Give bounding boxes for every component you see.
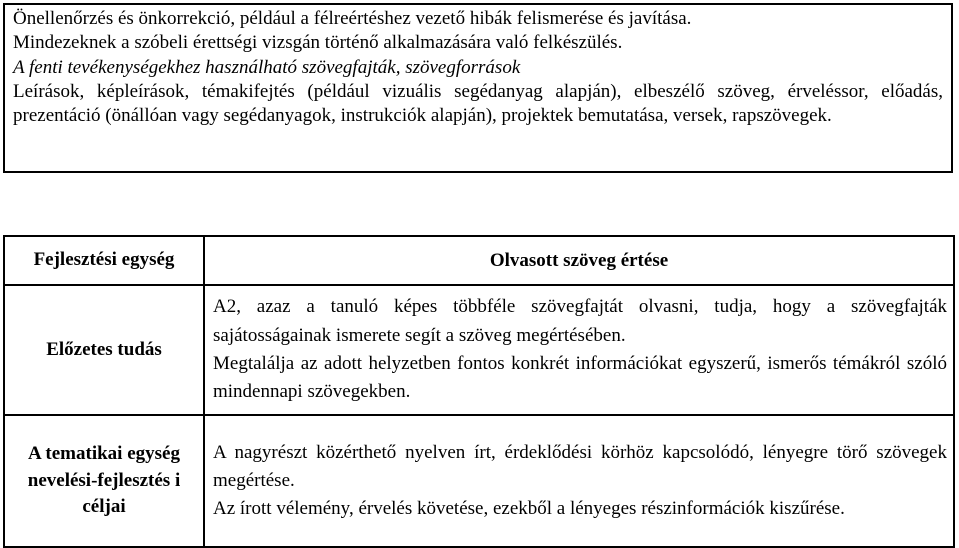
curriculum-text-box (3, 3, 953, 173)
goals-cell (4, 415, 204, 547)
text-types-paragraph: Leírások, képleírások, témakifejtés (például vizuális segédanyag alapján), elbeszélő szöveg, érveléssor, előadás, prezentáció (önállóan vagy segédanyagok, instrukciók alapján), projektek bemutatása, versek, rapszövegek. (13, 80, 943, 127)
prior-knowledge-p2: Megtalálja az adott helyzetben fontos konkrét információkat egyszerű, ismerős témákról szóló mindennapi szövegekben. (213, 353, 947, 403)
activity-line-2: Mindezeknek a szóbeli érettségi vizsgán történő alkalmazására való felkészülés. (13, 32, 623, 54)
development-unit-table (3, 235, 955, 548)
prior-knowledge-label: Előzetes tudás (46, 338, 162, 360)
table-row (4, 285, 954, 415)
prior-knowledge-cell (4, 285, 204, 415)
unit-title: Olvasott szöveg értése (489, 249, 669, 271)
prior-knowledge-p1: A2, azaz a tanuló képes többféle szövegfajtát olvasni, tudja, hogy a szövegfajták sajátosságainak ismerete segít a szöveg megértésében. (213, 296, 947, 346)
table-header-row (4, 236, 954, 285)
prior-knowledge-content (204, 285, 954, 415)
goals-content (204, 415, 954, 547)
header-left-cell (4, 236, 204, 285)
header-right-cell (204, 236, 954, 285)
goals-p1: A nagyrészt közérthető nyelven írt, érdeklődési körhöz kapcsolódó, lényegre törő szövegek megértése. (213, 441, 947, 491)
goals-label: A tematikai egység nevelési-fejlesztés i céljai (27, 443, 181, 518)
goals-p2: Az írott vélemény, érvelés követése, ezekből a lényeges részinformációk kiszűrése. (213, 498, 845, 520)
activity-line-1: Önellenőrzés és önkorrekció, például a félreértéshez vezető hibák felismerése és javítása. (13, 8, 692, 29)
text-types-heading: A fenti tevékenységekhez használható szövegfajták, szövegforrások (13, 56, 521, 78)
table-row (4, 415, 954, 547)
development-unit-label: Fejlesztési egység (33, 249, 175, 271)
